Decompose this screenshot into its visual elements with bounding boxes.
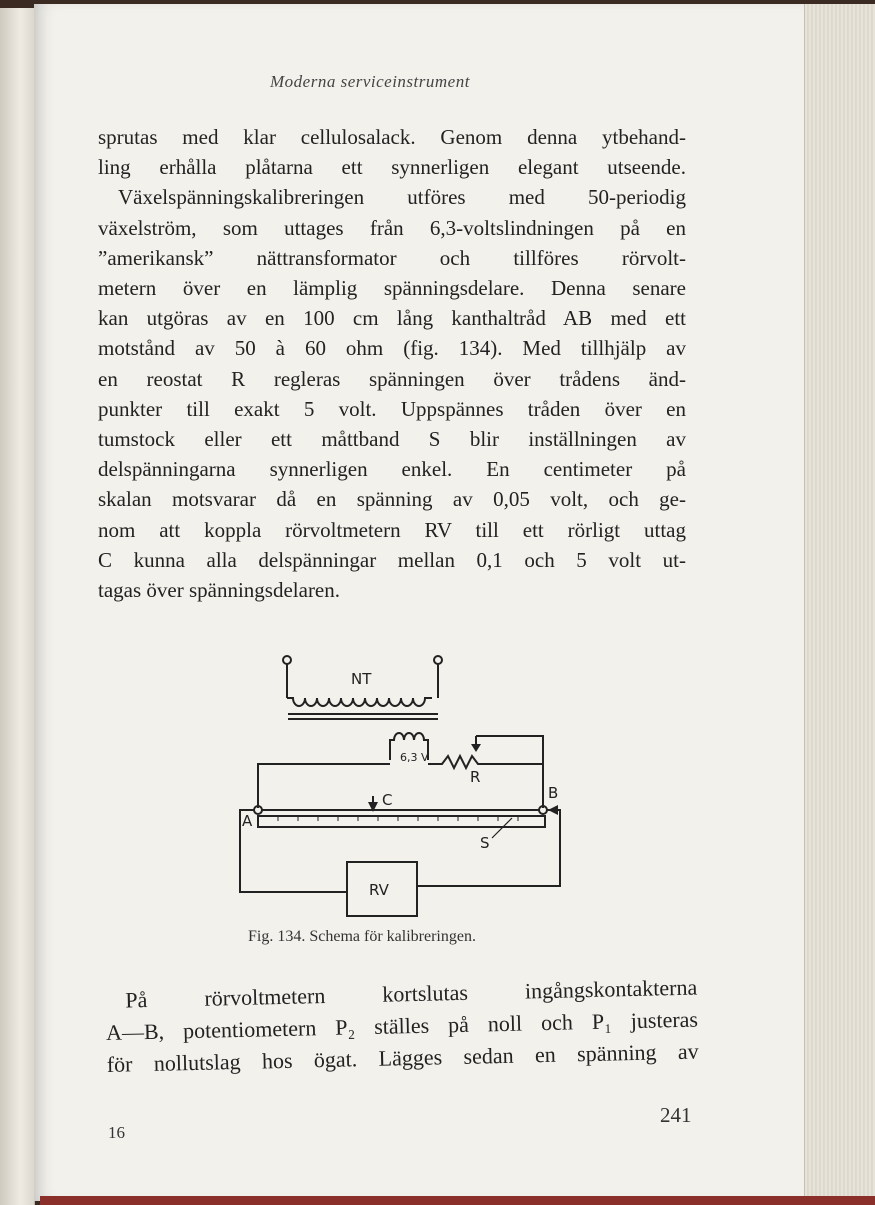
text-line: tagas över spänningsdelaren. [98, 578, 341, 603]
text-line: C kunna alla delspänningar mellan 0,1 och 5 volt ut- [98, 547, 686, 572]
text-line: skalan motsvarar då en spänning av 0,05 volt, och ge- [98, 487, 686, 512]
circuit-diagram [230, 648, 570, 923]
text-line: ”amerikansk” nättransformator och tillföres rörvolt- [98, 245, 686, 270]
label-s: S [480, 834, 490, 852]
wire-reostat-top [476, 736, 543, 764]
label-voltage: 6,3 V [400, 751, 429, 764]
running-head: Moderna serviceinstrument [270, 72, 470, 91]
bottom-paragraph [105, 972, 699, 1081]
figure-caption: Fig. 134. Schema för kalibreringen. [248, 928, 476, 945]
terminal-right [434, 656, 442, 664]
text-line: kan utgöras av en 100 cm lång kanthaltråd AB med ett [98, 306, 686, 331]
text-line: tumstock eller ett måttband S blir inställningen av [98, 427, 686, 452]
circuit-schematic [230, 648, 570, 923]
text-line: På rörvoltmetern kortslutas ingångskontakterna [125, 974, 698, 1013]
scale-s [258, 816, 545, 827]
text-line: för nollutslag hos ögat. Lägges sedan en spänning av [106, 1038, 699, 1077]
text-line: en reostat R regleras spänningen över trådens änd- [98, 366, 686, 391]
terminal-b-arrowhead [548, 805, 558, 815]
reostat-r [428, 756, 543, 808]
page-number: 241 [660, 1103, 692, 1127]
label-rv: RV [369, 881, 389, 899]
text-line: delspänningarna synnerligen enkel. En centimeter på [98, 457, 686, 482]
book-cover-edge [40, 1196, 875, 1205]
label-a: A [242, 812, 253, 830]
text-line: punkter till exakt 5 volt. Uppspännes tråden över en [98, 396, 686, 421]
page-stack-edge [804, 4, 875, 1201]
body-paragraphs [98, 122, 686, 605]
text-line: metern över en lämplig spänningsdelare. Denna senare [98, 276, 686, 301]
facing-page-edge [0, 8, 35, 1205]
label-c: C [382, 791, 393, 809]
text-line: A—B, potentiometern P₂ ställes på noll och P₁ justeras [105, 1006, 699, 1045]
label-b: B [548, 784, 559, 802]
label-nt: NT [351, 670, 372, 688]
wire-secondary-to-a [258, 764, 393, 809]
text-line: Växelspänningskalibreringen utföres med 50-periodig [118, 185, 686, 210]
reostat-arrowhead [471, 744, 481, 752]
text-line: motstånd av 50 à 60 ohm (fig. 134). Med tillhjälp av [98, 336, 686, 361]
text-line: ling erhålla plåtarna ett synnerligen elegant utseende. [98, 155, 686, 180]
label-r: R [470, 768, 481, 786]
text-line: sprutas med klar cellulosalack. Genom denna ytbehand- [98, 125, 686, 149]
terminal-left [283, 656, 291, 664]
text-line: växelström, som uttages från 6,3-voltslindningen på en [98, 215, 686, 240]
primary-winding [287, 698, 432, 706]
signature-mark: 16 [108, 1123, 125, 1142]
text-line: nom att koppla rörvoltmetern RV till ett rörligt uttag [98, 517, 686, 542]
wire-a-to-rv [240, 810, 347, 892]
